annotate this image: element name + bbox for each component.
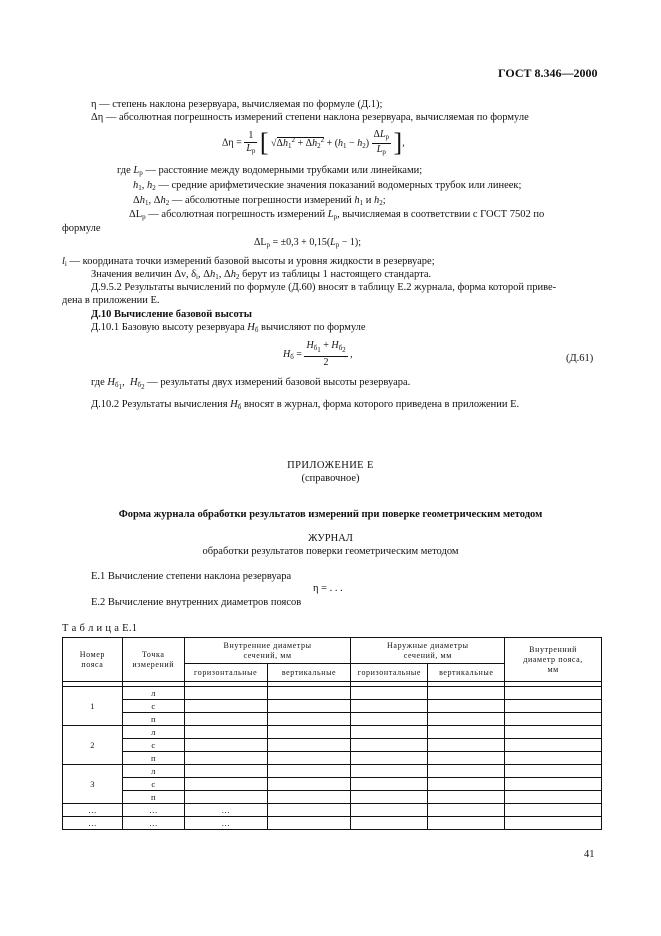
data-table: [62, 637, 602, 830]
ellipsis-cell: …: [63, 804, 123, 817]
point-cell: л: [122, 687, 184, 700]
section-heading: Д.10 Вычисление базовой высоты: [91, 309, 252, 320]
point-cell: п: [122, 752, 184, 765]
ellipsis-cell: …: [122, 817, 184, 830]
text-line: $\Delta h_1$, $\Delta h_2$ — абсолютные погрешности измерений $h_1$ и $h_2$;: [133, 195, 386, 207]
table-row: [63, 778, 602, 791]
text-line: $l_i$ — координата точки измерений базовой высоты и уровня жидкости в резервуаре;: [62, 256, 435, 268]
text-line: Д.10.2 Результаты вычисления $H_б$ вносят в журнал, форма которого приведена в приложении Е.: [91, 399, 520, 411]
text-line: Д.9.5.2 Результаты вычислений по формуле (Д.60) вносят в таблицу Е.2 журнала, форма которой приве-: [91, 282, 557, 293]
belt-number: 3: [63, 765, 123, 804]
text-line: где $L_р$ — расстояние между водомерными трубками или линейками;: [117, 165, 423, 177]
journal-title: ЖУРНАЛ: [308, 533, 353, 544]
header-belt: Номер пояса: [63, 638, 123, 682]
point-cell: с: [122, 778, 184, 791]
formula-hb: $H_б$ = $\frac{H_{б_1} + H_{б_2}}{2}$ ,: [283, 340, 353, 368]
point-cell: п: [122, 791, 184, 804]
table-row: [63, 791, 602, 804]
belt-number: 2: [63, 726, 123, 765]
point-cell: с: [122, 700, 184, 713]
header-horizontal: горизонтальные: [351, 664, 428, 682]
appendix-heading: Форма журнала обработки результатов измерений при поверке геометрическим методом: [118, 509, 543, 520]
header-vertical: вертикальные: [267, 664, 351, 682]
text-line: формуле: [62, 223, 101, 234]
text-line: дена в приложении Е.: [62, 295, 160, 306]
table-row: [63, 700, 602, 713]
ellipsis-cell: …: [122, 804, 184, 817]
text-line: где $H_{б_1}$, $H_{б_2}$ — результаты двух измерений базовой высоты резервуара.: [91, 377, 411, 391]
header-inner: Внутренние диаметры сечений, мм: [184, 638, 351, 664]
text-line: Δη — абсолютная погрешность измерений степени наклона резервуара, вычисляемая по формуле: [91, 112, 529, 123]
ellipsis-cell: …: [184, 804, 267, 817]
table-row: [63, 726, 602, 739]
standard-header: ГОСТ 8.346—2000: [498, 66, 598, 80]
text-line: Е.1 Вычисление степени наклона резервуара: [91, 571, 292, 582]
point-cell: п: [122, 713, 184, 726]
eta-value: η = . . .: [313, 583, 343, 594]
text-line: Д.10.1 Базовую высоту резервуара $H_б$ вычисляют по формуле: [91, 322, 366, 334]
belt-number: 1: [63, 687, 123, 726]
page-number: 41: [584, 849, 595, 860]
point-cell: л: [122, 726, 184, 739]
point-cell: с: [122, 739, 184, 752]
equation-number: (Д.61): [566, 353, 594, 364]
appendix-title: ПРИЛОЖЕНИЕ Е: [287, 460, 374, 471]
appendix-subtitle: (справочное): [301, 473, 360, 484]
table-row: [63, 765, 602, 778]
table-row: [63, 804, 602, 817]
header-horizontal: горизонтальные: [184, 664, 267, 682]
table-row: [63, 752, 602, 765]
text-line: $\Delta L_р$ — абсолютная погрешность измерений $L_р$, вычисляемая в соответствии с ГОСТ 7502 по: [129, 209, 545, 221]
header-vertical: вертикальные: [428, 664, 505, 682]
header-point: Точка измерений: [122, 638, 184, 682]
table-row: [63, 739, 602, 752]
formula-delta-l: $\Delta L_р = \pm 0,3 + 0,15(L_р - 1)$;: [254, 237, 361, 249]
ellipsis-cell: …: [184, 817, 267, 830]
ellipsis-cell: …: [63, 817, 123, 830]
formula-delta-eta: Δη = $\frac{1}{L_р}$ [ $√\Delta h_1^2 + \Delta h_2^2 + (h_1 - h_2)$ $\frac{\Delta L_р}{L_р}$ ],: [222, 128, 405, 157]
journal-subtitle: обработки результатов поверки геометрическим методом: [202, 546, 459, 557]
text-line: Е.2 Вычисление внутренних диаметров поясов: [91, 597, 302, 608]
text-line: Значения величин Δν, $\delta_i$, $\Delta h_1$, $\Delta h_2$ берут из таблицы 1 настоящего стандарта.: [91, 269, 432, 281]
point-cell: л: [122, 765, 184, 778]
table-caption: Т а б л и ц а Е.1: [62, 623, 138, 634]
header-outer: Наружные диаметры сечений, мм: [351, 638, 505, 664]
table-row: [63, 817, 602, 830]
text-line: $h_1$, $h_2$ — средние арифметические значения показаний водомерных трубок или линеек;: [133, 180, 522, 192]
table-row: [63, 713, 602, 726]
table-row: [63, 687, 602, 700]
header-diameter: Внутренний диаметр пояса, мм: [505, 638, 602, 682]
text-line: η — степень наклона резервуара, вычисляемая по формуле (Д.1);: [91, 99, 383, 110]
